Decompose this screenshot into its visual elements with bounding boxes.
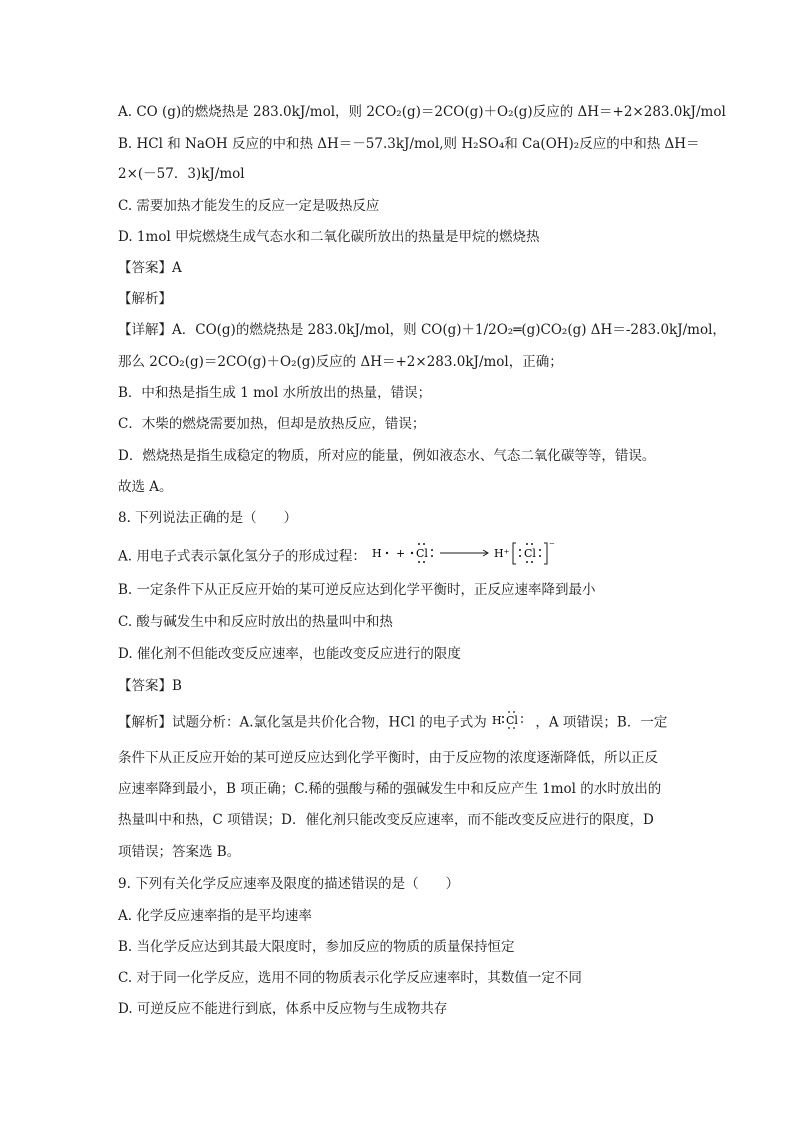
q9-stem: 9. 下列有关化学反应速率及限度的描述错误的是（ ） [118,876,460,892]
formula-h-plus: H⁺ [494,547,510,560]
q7-option-b-line2: 2×(－57．3)kJ/mol [118,166,245,182]
q7-detail-line6: 故选 A。 [118,479,173,495]
q8-option-a [118,540,678,574]
formula-plus: + [396,547,406,560]
electron-formula-formation [370,540,580,574]
q8-option-d: D. 催化剂不但能改变反应速率，也能改变反应进行的限度 [118,646,461,662]
q8-analysis-line1-b: ，A 项错误；B．一定 [535,714,668,731]
hcl-electron-formula [491,710,531,736]
q8-analysis-line1 [118,710,680,736]
q7-option-c: C. 需要加热才能发生的反应一定是吸热反应 [118,198,380,214]
hcl-formation-diagram [370,540,580,568]
q7-answer: 【答案】A [118,260,182,276]
q8-answer: 【答案】B [118,678,182,694]
q7-detail-line5: D．燃烧热是指生成稳定的物质，所对应的能量，例如液态水、气态二氧化碳等等，错误。 [118,448,656,464]
hcl-lewis-diagram [491,710,531,730]
q8-analysis-line1-a: 【解析】试题分析：A.氯化氢是共价化合物，HCl 的电子式为 [118,714,487,731]
q9-option-c: C. 对于同一化学反应，选用不同的物质表示化学反应速率时，其数值一定不同 [118,970,582,986]
q8-analysis-line4: 热量叫中和热，C 项错误；D．催化剂只能改变反应速率，而不能改变反应进行的限度，D [118,812,654,828]
formula-charge: ⁻ [549,540,555,552]
q9-option-d: D. 可逆反应不能进行到底，体系中反应物与生成物共存 [118,1001,448,1017]
q7-detail-line2: 那么 2CO₂(g)＝2CO(g)＋O₂(g)反应的 ΔH＝+2×283.0kJ/mol，正确； [118,354,563,370]
q7-option-b-line1: B. HCl 和 NaOH 反应的中和热 ΔH＝－57.3kJ/mol,则 H₂SO₄和 Ca(OH)₂反应的中和热 ΔH＝ [118,136,700,152]
formula-cl-ion: Cl [524,547,537,560]
q7-analysis-label: 【解析】 [118,291,172,307]
q7-detail-line3: B．中和热是指生成 1 mol 水所放出的热量，错误； [118,385,432,401]
q9-option-b: B. 当化学反应达到其最大限度时，参加反应的物质的质量保持恒定 [118,939,515,955]
q8-option-b: B. 一定条件下从正反应开始的某可逆反应达到化学平衡时，正反应速率降到最小 [118,582,596,598]
q9-option-a: A. 化学反应速率指的是平均速率 [118,908,312,924]
q8-analysis-line2: 条件下从正反应开始的某可逆反应达到化学平衡时，由于反应物的浓度逐渐降低，所以正反 [118,750,658,766]
lewis-cl: Cl [506,714,518,727]
formula-h: H [372,547,382,560]
q8-analysis-line5: 项错误；答案选 B。 [118,844,241,860]
q8-option-a-text: A. 用电子式表示氯化氢分子的形成过程： [118,548,366,565]
formula-cl: Cl [416,547,429,560]
q8-analysis-line3: 应速率降到最小，B 项正确；C.稀的强酸与稀的强碱发生中和反应产生 1mol 的水时放出的 [118,781,662,797]
q7-detail-line1: 【详解】A．CO(g)的燃烧热是 283.0kJ/mol，则 CO(g)＋1/2O₂═(g)CO₂(g) ΔH＝-283.0kJ/mol， [118,322,726,338]
q8-stem: 8. 下列说法正确的是（ ） [118,510,298,526]
q7-detail-line4: C．木柴的燃烧需要加热，但却是放热反应，错误； [118,416,426,432]
q7-option-d: D. 1mol 甲烷燃烧生成气态水和二氧化碳所放出的热量是甲烷的燃烧热 [118,229,540,245]
lewis-h: H [492,714,502,727]
q7-option-a: A. CO (g)的燃烧热是 283.0kJ/mol，则 2CO₂(g)＝2CO(g)＋O₂(g)反应的 ΔH＝+2×283.0kJ/mol [118,104,726,120]
q8-option-c: C. 酸与碱发生中和反应时放出的热量叫中和热 [118,614,393,630]
